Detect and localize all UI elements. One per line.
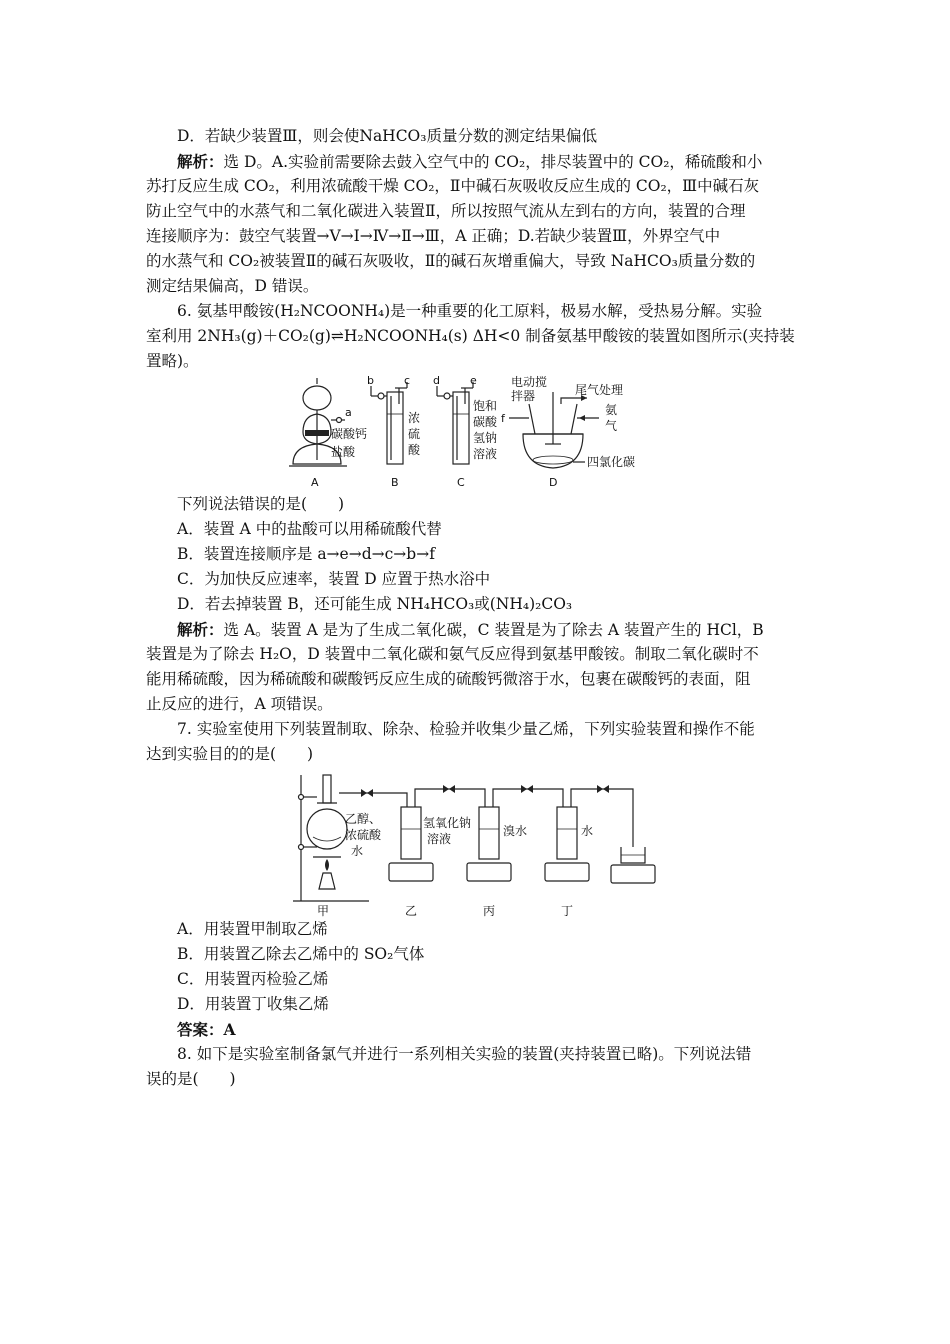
q6-stem-line-2: 室利用 2NH₃(g)＋CO₂(g)⇌H₂NCOONH₄(s) ΔH<0 制备氨基甲酸铵的装置如图所示(夹持装 (146, 327, 795, 345)
label-c-port-d: d (433, 374, 440, 387)
caption-bing: 丙 (483, 904, 496, 917)
q7-option-c: C．用装置丙检验乙烯 (177, 970, 329, 988)
label-bing: 溴水 (503, 824, 528, 838)
q7-option-d: D．用装置丁收集乙烯 (177, 995, 329, 1013)
q8-stem-line-1: 8. 如下是实验室制备氯气并进行一系列相关实验的装置(夹持装置已略)。下列说法错 (177, 1045, 752, 1063)
apparatus-ding (545, 807, 655, 917)
q6-option-b: B．装置连接顺序是 a→e→d→c→b→f (177, 545, 435, 563)
q6-option-a: A．装置 A 中的盐酸可以用稀硫酸代替 (177, 520, 442, 538)
q5-analysis-label: 解析： (177, 152, 224, 171)
label-b-text-2: 硫 (408, 427, 421, 441)
label-c-text-1: 饱和 (473, 399, 498, 413)
caption-d: D (549, 476, 558, 489)
apparatus-c (433, 374, 498, 489)
apparatus-b (367, 374, 421, 489)
q6-analysis-line-2: 装置是为了除去 H₂O，D 装置中二氧化碳和氨气反应得到氨基甲酸铵。制取二氧化碳时不 (146, 645, 759, 663)
label-yi-2: 溶液 (427, 832, 452, 846)
label-yi-1: 氢氧化钠 (423, 816, 472, 830)
q5-analysis-line-1: 解析：选 D。A.实验前需要除去鼓入空气中的 CO₂，排尽装置中的 CO₂，稀硫酸和小 (177, 152, 763, 171)
label-d-ammonia-2: 气 (605, 419, 618, 433)
apparatus-d (501, 374, 635, 489)
label-a-calcium-carbonate: 碳酸钙 (331, 427, 368, 441)
q7-answer: 答案：A (177, 1020, 236, 1039)
caption-yi: 乙 (405, 904, 418, 917)
q7-apparatus-figure (287, 767, 667, 917)
q5-analysis-line-2: 苏打反应生成 CO₂，利用浓硫酸干燥 CO₂，Ⅱ中碱石灰吸收反应生成的 CO₂，Ⅲ中碱石灰 (146, 177, 760, 195)
apparatus-jia (293, 775, 382, 917)
q7-option-b: B．用装置乙除去乙烯中的 SO₂气体 (177, 945, 425, 963)
label-b-port-c: c (404, 374, 411, 387)
q5-option-d: D．若缺少装置Ⅲ，则会使NaHCO₃质量分数的测定结果偏低 (177, 127, 597, 145)
q6-option-c: C．为加快反应速率，装置 D 应置于热水浴中 (177, 570, 491, 588)
label-jia-2: 浓硫酸 (345, 828, 382, 842)
caption-jia: 甲 (317, 904, 330, 917)
q6-stem-line-3: 置略)。 (146, 352, 199, 370)
label-ding: 水 (581, 824, 594, 838)
q6-analysis-line-4: 止反应的进行，A 项错误。 (146, 695, 333, 713)
q5-analysis-line-5: 的水蒸气和 CO₂被装置Ⅱ的碱石灰吸收，Ⅱ的碱石灰增重偏大，导致 NaHCO₃质量分数的 (146, 252, 756, 270)
apparatus-a (289, 378, 367, 489)
label-b-text-3: 酸 (408, 443, 421, 457)
label-a-port: a (345, 406, 352, 419)
q6-question: 下列说法错误的是( ) (177, 495, 345, 513)
q6-analysis-line-3: 能用稀硫酸，因为稀硫酸和碳酸钙反应生成的硫酸钙微溶于水，包裹在碳酸钙的表面，阻 (146, 670, 751, 688)
label-c-text-4: 溶液 (473, 447, 498, 461)
q7-option-a: A．用装置甲制取乙烯 (177, 920, 328, 938)
caption-a: A (311, 476, 319, 489)
caption-ding: 丁 (561, 904, 574, 917)
label-d-tail-gas: 尾气处理 (575, 383, 624, 397)
content (146, 124, 808, 1092)
q6-analysis-label: 解析： (177, 620, 224, 639)
q6-analysis-line-1: 解析：选 A。装置 A 是为了生成二氧化碳，C 装置是为了除去 A 装置产生的 HCl，B (177, 620, 764, 639)
label-b-port-b: b (367, 374, 374, 387)
label-d-stirrer-1: 电动搅 (511, 375, 548, 389)
label-d-carbon-tetrachloride: 四氯化碳 (587, 455, 636, 469)
label-c-text-3: 氢钠 (473, 431, 498, 445)
label-d-ammonia-1: 氨 (605, 403, 618, 417)
apparatus-bing (467, 807, 527, 917)
caption-c: C (457, 476, 465, 489)
q5-analysis-line-3: 防止空气中的水蒸气和二氧化碳进入装置Ⅱ，所以按照气流从左到右的方向，装置的合理 (146, 202, 746, 220)
label-d-stirrer-2: 拌器 (511, 389, 536, 403)
label-b-text-1: 浓 (408, 411, 421, 425)
label-a-hydrochloric-acid: 盐酸 (331, 445, 356, 459)
label-d-port-f: f (501, 412, 505, 425)
label-jia-3: 水 (351, 844, 364, 858)
q7-stem-line-2: 达到实验目的的是( ) (146, 745, 314, 763)
label-c-text-2: 碳酸 (473, 415, 498, 429)
q6-apparatus-figure (287, 374, 667, 492)
apparatus-yi (389, 807, 471, 917)
caption-b: B (391, 476, 399, 489)
q6-option-d: D．若去掉装置 B，还可能生成 NH₄HCO₃或(NH₄)₂CO₃ (177, 595, 573, 613)
q5-analysis-line-6: 测定结果偏高，D 错误。 (146, 277, 319, 295)
q5-analysis-line-4: 连接顺序为：鼓空气装置→Ⅴ→Ⅰ→Ⅳ→Ⅱ→Ⅲ，A 正确；D.若缺少装置Ⅲ，外界空气中 (146, 227, 721, 245)
label-jia-1: 乙醇、 (345, 812, 382, 826)
q7-stem-line-1: 7. 实验室使用下列装置制取、除杂、检验并收集少量乙烯，下列实验装置和操作不能 (177, 720, 755, 738)
label-c-port-e: e (470, 374, 477, 387)
q8-stem-line-2: 误的是( ) (146, 1070, 236, 1088)
q6-stem-line-1: 6. 氨基甲酸铵(H₂NCOONH₄)是一种重要的化工原料，极易水解，受热易分解。实验 (177, 302, 763, 320)
